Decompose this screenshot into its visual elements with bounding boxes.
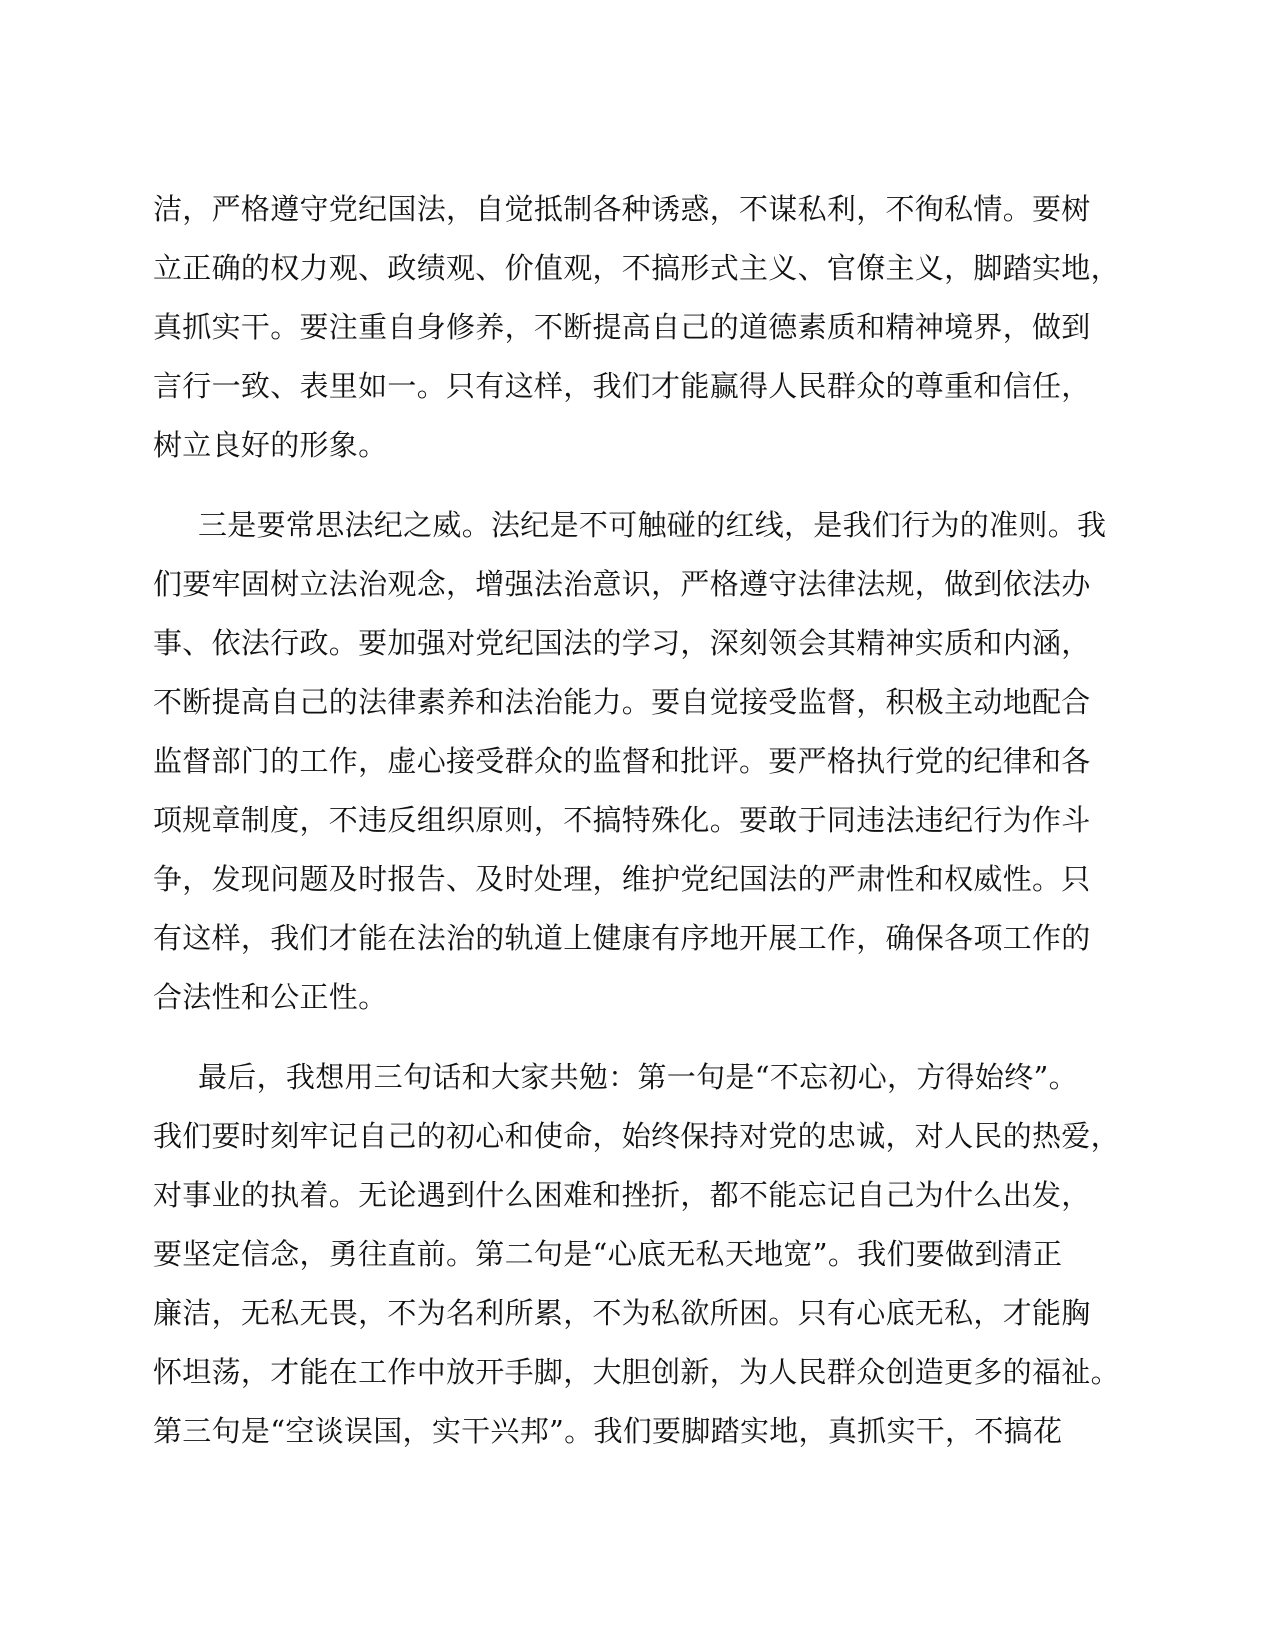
text-line: 怀坦荡，才能在工作中放开手脚，大胆创新，为人民群众创造更多的福祉。 — [153, 1355, 1120, 1389]
text-line: 第三句是“空谈误国，实干兴邦”。我们要脚踏实地，真抓实干，不搞花 — [153, 1414, 1063, 1448]
text-line: 廉洁，无私无畏，不为名利所累，不为私欲所困。只有心底无私，才能胸 — [153, 1296, 1091, 1330]
text-line: 争，发现问题及时报告、及时处理，维护党纪国法的严肃性和权威性。只 — [153, 862, 1091, 896]
text-line: 对事业的执着。无论遇到什么困难和挫折，都不能忘记自己为什么出发， — [153, 1178, 1091, 1212]
text-line: 立正确的权力观、政绩观、价值观，不搞形式主义、官僚主义，脚踏实地， — [153, 251, 1120, 285]
paragraph-law-discipline — [153, 496, 1113, 1027]
text-line: 树立良好的形象。 — [153, 428, 388, 462]
text-line: 言行一致、表里如一。只有这样，我们才能赢得人民群众的尊重和信任， — [153, 369, 1091, 403]
text-line: 事、依法行政。要加强对党纪国法的学习，深刻领会其精神实质和内涵， — [153, 626, 1091, 660]
text-line: 监督部门的工作，虚心接受群众的监督和批评。要严格执行党的纪律和各 — [153, 744, 1091, 778]
text-line: 们要牢固树立法治观念，增强法治意识，严格遵守法律法规，做到依法办 — [153, 567, 1091, 601]
paragraph-integrity-continued — [153, 180, 1120, 475]
text-line: 有这样，我们才能在法治的轨道上健康有序地开展工作，确保各项工作的 — [153, 921, 1091, 955]
paragraph-spacer — [153, 475, 1113, 496]
text-line: 三是要常思法纪之威。法纪是不可触碰的红线，是我们行为的准则。我 — [198, 508, 1107, 542]
text-line: 真抓实干。要注重自身修养，不断提高自己的道德素质和精神境界，做到 — [153, 310, 1091, 344]
paragraph-closing-remarks — [153, 1048, 1120, 1461]
text-line: 我们要时刻牢记自己的初心和使命，始终保持对党的忠诚，对人民的热爱， — [153, 1119, 1120, 1153]
text-line: 不断提高自己的法律素养和法治能力。要自觉接受监督，积极主动地配合 — [153, 685, 1091, 719]
document-body — [153, 180, 1120, 1461]
text-line: 要坚定信念，勇往直前。第二句是“心底无私天地宽”。我们要做到清正 — [153, 1237, 1063, 1271]
paragraph-spacer — [153, 1027, 1113, 1048]
text-line: 洁，严格遵守党纪国法，自觉抵制各种诱惑，不谋私利，不徇私情。要树 — [153, 192, 1091, 226]
text-line: 合法性和公正性。 — [153, 980, 388, 1014]
text-line: 项规章制度，不违反组织原则，不搞特殊化。要敢于同违法违纪行为作斗 — [153, 803, 1091, 837]
text-line: 最后，我想用三句话和大家共勉：第一句是“不忘初心，方得始终”。 — [198, 1060, 1078, 1094]
